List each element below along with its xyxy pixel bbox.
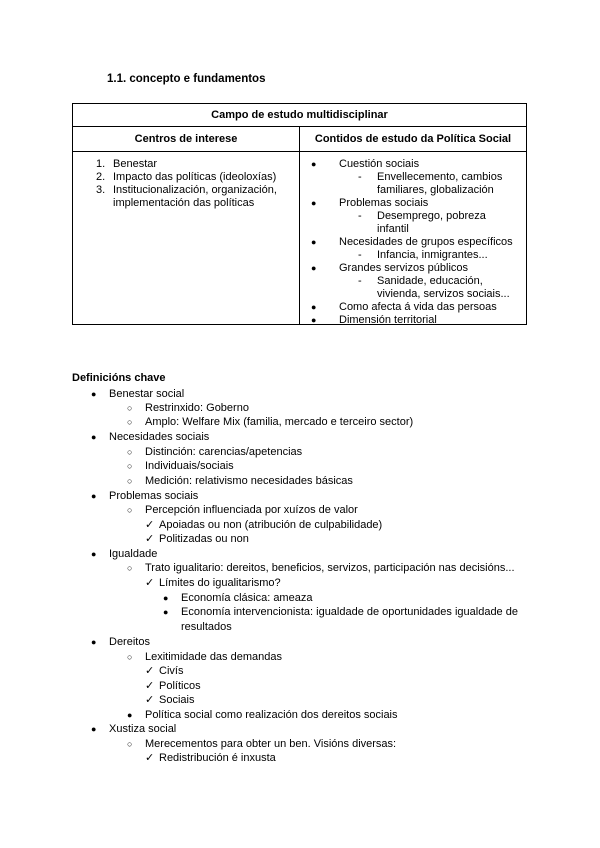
bullet-icon: ● [311,198,317,208]
list-item: Envellecemento, cambios [377,171,503,183]
checkmark-icon: ✓ [145,533,155,545]
list-item: Restrinxido: Goberno [145,402,249,414]
list-item: Benestar social [109,388,185,400]
checkmark-icon: ✓ [145,752,155,764]
list-item: Igualdade [109,548,158,560]
bullet-icon: ● [127,710,133,720]
list-item: Apoiadas ou non (atribución de culpabilidade) [159,519,383,531]
list-item: Trato igualitario: dereitos, beneficios, servizos, participación nas decisións... [145,562,515,574]
checkmark-icon: ✓ [145,665,155,677]
circle-bullet-icon: ○ [127,476,133,486]
bullet-icon: ● [91,432,97,442]
bullet-icon: ● [311,302,317,312]
bullet-icon: ● [91,491,97,501]
dash-icon: - [358,249,362,261]
list-item: Percepción influenciada por xuízos de valor [145,504,358,516]
bullet-icon: ● [311,159,317,169]
bullet-icon: ● [91,724,97,734]
list-item: implementación das políticas [113,197,255,209]
list-item: Problemas sociais [109,490,199,502]
list-item: Lexitimidade das demandas [145,651,282,663]
circle-bullet-icon: ○ [127,461,133,471]
list-item: Políticos [159,680,201,692]
bullet-icon: ● [311,237,317,247]
list-item: Como afecta á vida das persoas [339,301,497,313]
checkmark-icon: ✓ [145,577,155,589]
list-item: Desemprego, pobreza [377,210,486,222]
bullet-icon: ● [311,315,317,325]
table-title: Campo de estudo multidisciplinar [73,104,527,127]
list-number: 3. [96,184,106,196]
list-item: Redistribución é inxusta [159,752,276,764]
list-item: Benestar [113,158,158,170]
list-item: Sociais [159,694,195,706]
circle-bullet-icon: ○ [127,447,133,457]
list-item: familiares, globalización [377,184,494,196]
list-item: Xustiza social [109,723,177,735]
circle-bullet-icon: ○ [127,652,133,662]
list-item: Distinción: carencias/apetencias [145,446,303,458]
circle-bullet-icon: ○ [127,563,133,573]
list-item: Individuais/sociais [145,460,234,472]
right-cell [300,152,527,325]
list-item: Amplo: Welfare Mix (familia, mercado e terceiro sector) [145,416,414,428]
list-item: Límites do igualitarismo? [159,577,281,589]
list-item: Economía intervencionista: igualdade de oportunidades igualdade de [181,606,518,618]
checkmark-icon: ✓ [145,694,155,706]
list-item: Problemas sociais [339,197,429,209]
bullet-icon: ● [163,607,169,617]
list-item: Dereitos [109,636,150,648]
checkmark-icon: ✓ [145,519,155,531]
list-item: Impacto das políticas (ideoloxías) [113,171,277,183]
list-item: Política social como realización dos dereitos sociais [145,709,398,721]
list-item: Sanidade, educación, [377,275,483,287]
list-item: resultados [181,621,232,633]
bullet-icon: ● [311,263,317,273]
list-item: Economía clásica: ameaza [181,592,313,604]
list-item: Politizadas ou non [159,533,249,545]
list-number: 1. [96,158,106,170]
list-item: Necesidades sociais [109,431,210,443]
list-item: Grandes servizos públicos [339,262,469,274]
study-field-table [72,103,527,325]
list-item: Infancia, inmigrantes... [377,249,488,261]
list-item: infantil [377,223,409,235]
circle-bullet-icon: ○ [127,739,133,749]
list-item: vivienda, servizos sociais... [377,288,510,300]
list-item: Necesidades de grupos específicos [339,236,513,248]
circle-bullet-icon: ○ [127,505,133,515]
left-cell [73,152,300,325]
checkmark-icon: ✓ [145,680,155,692]
dash-icon: - [358,171,362,183]
column-header-left: Centros de interese [73,127,300,152]
bullet-icon: ● [163,593,169,603]
list-item: Cuestión sociais [339,158,420,170]
dash-icon: - [358,275,362,287]
list-item: Dimensión territorial [339,314,437,326]
definitions-title: Definicións chave [72,372,166,384]
column-header-right: Contidos de estudo da Política Social [300,127,527,152]
circle-bullet-icon: ○ [127,417,133,427]
list-item: Civís [159,665,184,677]
list-number: 2. [96,171,106,183]
dash-icon: - [358,210,362,222]
bullet-icon: ● [91,549,97,559]
bullet-icon: ● [91,637,97,647]
list-item: Institucionalización, organización, [113,184,277,196]
circle-bullet-icon: ○ [127,403,133,413]
section-heading: 1.1. concepto e fundamentos [107,73,266,85]
list-item: Merecementos para obter un ben. Visións diversas: [145,738,397,750]
list-item: Medición: relativismo necesidades básicas [145,475,353,487]
bullet-icon: ● [91,389,97,399]
